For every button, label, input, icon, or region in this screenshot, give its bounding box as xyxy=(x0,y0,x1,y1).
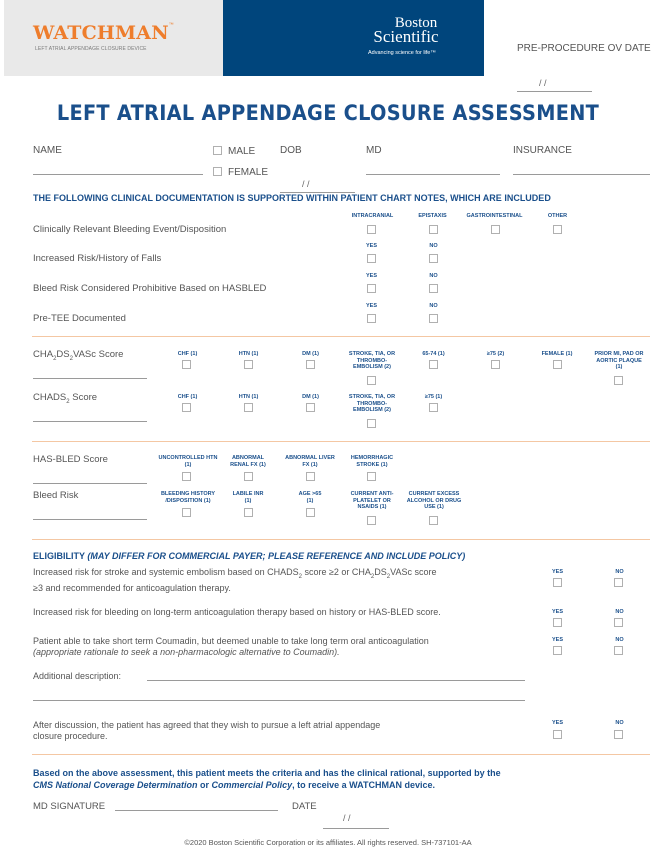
chads-stroke-checkbox[interactable] xyxy=(367,419,376,428)
option-label: DM (1) xyxy=(302,351,319,357)
yes-label: YES xyxy=(551,569,563,575)
pre-tee-no-checkbox[interactable] xyxy=(429,314,438,323)
option-label: DM (1) xyxy=(302,394,319,400)
uncontrolled-htn-checkbox[interactable] xyxy=(182,472,191,481)
bleeding-history-checkbox[interactable] xyxy=(182,508,191,517)
hasbled-no-checkbox[interactable] xyxy=(429,284,438,293)
yes-label: YES xyxy=(365,243,377,249)
hasbled-prohibitive-label: Bleed Risk Considered Prohibitive Based on HASBLED xyxy=(33,283,267,294)
other-checkbox[interactable] xyxy=(553,225,562,234)
chadsvasc-htn-checkbox[interactable] xyxy=(244,360,253,369)
q4-yes-checkbox[interactable] xyxy=(553,730,562,739)
option-label: UNCONTROLLED HTN (1) xyxy=(158,455,218,468)
md-field[interactable] xyxy=(366,174,500,175)
q2-no-checkbox[interactable] xyxy=(614,618,623,627)
hasbled-yes-checkbox[interactable] xyxy=(367,284,376,293)
alcohol-drug-checkbox[interactable] xyxy=(429,516,438,525)
epistaxis-checkbox[interactable] xyxy=(429,225,438,234)
option-label: ABNORMAL LIVER FX (1) xyxy=(285,455,335,468)
no-label: NO xyxy=(615,609,624,615)
preop-date-label: PRE-PROCEDURE OV DATE xyxy=(517,43,651,54)
bleed-risk-field[interactable] xyxy=(33,519,147,520)
chadsvasc-65-74-checkbox[interactable] xyxy=(429,360,438,369)
q1-yes-checkbox[interactable] xyxy=(553,578,562,587)
md-label: MD xyxy=(366,145,382,156)
hasbled-score-field[interactable] xyxy=(33,483,147,484)
q4-no-checkbox[interactable] xyxy=(614,730,623,739)
section-divider xyxy=(32,539,650,540)
boston-scientific-logo: Boston Scientific xyxy=(373,15,439,46)
no-label: NO xyxy=(429,243,438,249)
eligibility-q2: Increased risk for bleeding on long-term anticoagulation therapy based on history or HAS-BLED score. xyxy=(33,607,441,617)
conclusion-statement: Based on the above assessment, this patient meets the criteria and has the clinical rational, supported by the CMS National Coverage Determination or Commercial Policy, to receive a WATCHMAN device. xyxy=(33,768,501,790)
md-signature-field[interactable] xyxy=(115,810,278,811)
md-signature-label: MD SIGNATURE xyxy=(33,801,106,812)
no-label: NO xyxy=(429,303,438,309)
option-label: CURRENT ANTI-PLATELET OR NSAIDS (1) xyxy=(350,491,394,510)
additional-description-field[interactable] xyxy=(147,680,525,681)
abnormal-liver-checkbox[interactable] xyxy=(306,472,315,481)
q2-yes-checkbox[interactable] xyxy=(553,618,562,627)
q3-no-checkbox[interactable] xyxy=(614,646,623,655)
yes-label: YES xyxy=(365,303,377,309)
yes-label: YES xyxy=(551,720,563,726)
dob-field[interactable]: / / xyxy=(280,174,355,193)
watchman-logo: WATCHMAN™ xyxy=(33,22,174,44)
option-label: EPISTAXIS xyxy=(418,213,447,219)
chads-score-field[interactable] xyxy=(33,421,147,422)
age-65-checkbox[interactable] xyxy=(306,508,315,517)
dob-label: DOB xyxy=(280,145,302,156)
additional-description-field-2[interactable] xyxy=(33,700,525,701)
chads-label: $CHADS_2$ Score xyxy=(33,392,98,405)
gastrointestinal-checkbox[interactable] xyxy=(491,225,500,234)
chadsvasc-female-checkbox[interactable] xyxy=(553,360,562,369)
pre-tee-label: Pre-TEE Documented xyxy=(33,313,126,324)
page-title: LEFT ATRIAL APPENDAGE CLOSURE ASSESSMENT xyxy=(56,101,600,125)
option-label: BLEEDING HISTORY /DISPOSITION (1) xyxy=(160,491,216,504)
option-label: PRIOR MI, PAD OR AORTIC PLAQUE (1) xyxy=(594,351,644,370)
signature-date-field[interactable]: / / xyxy=(323,810,389,829)
falls-no-checkbox[interactable] xyxy=(429,254,438,263)
bleed-risk-label: Bleed Risk xyxy=(33,490,79,501)
option-label: ≥75 (2) xyxy=(486,351,505,357)
signature-date-label: DATE xyxy=(292,801,317,812)
chads-dm-checkbox[interactable] xyxy=(306,403,315,412)
chads-chf-checkbox[interactable] xyxy=(182,403,191,412)
no-label: NO xyxy=(429,273,438,279)
option-label: OTHER xyxy=(547,213,568,219)
option-label: 65-74 (1) xyxy=(422,351,445,357)
name-label: NAME xyxy=(33,145,62,156)
no-label: NO xyxy=(615,637,624,643)
yes-label: YES xyxy=(365,273,377,279)
male-label: MALE xyxy=(228,146,256,157)
additional-description-label: Additional description: xyxy=(33,671,122,681)
eligibility-q4: After discussion, the patient has agreed that they wish to pursue a left atrial appendage closure procedure. xyxy=(33,720,381,741)
option-label: STROKE, TIA, OR THROMBO-EMBOLISM (2) xyxy=(348,394,396,413)
falls-yes-checkbox[interactable] xyxy=(367,254,376,263)
no-label: NO xyxy=(615,720,624,726)
option-label: CHF (1) xyxy=(177,351,198,357)
section-divider xyxy=(32,754,650,755)
option-label: HTN (1) xyxy=(238,351,259,357)
chadsvasc-score-field[interactable] xyxy=(33,378,147,379)
insurance-label: INSURANCE xyxy=(513,145,572,156)
option-label: HTN (1) xyxy=(238,394,259,400)
option-label: LABILE INR (1) xyxy=(232,491,264,504)
falls-label: Increased Risk/History of Falls xyxy=(33,253,162,264)
pre-tee-yes-checkbox[interactable] xyxy=(367,314,376,323)
option-label: INTRACRANIAL xyxy=(351,213,394,219)
eligibility-q3: Patient able to take short term Coumadin, but deemed unable to take long term oral anticoagulation (appropriate rationale to seek a non-pharmacologic alternative to Coumadin). xyxy=(33,636,429,657)
chadsvasc-chf-checkbox[interactable] xyxy=(182,360,191,369)
option-label: GASTROINTESTINAL xyxy=(466,213,523,219)
watchman-subtitle: LEFT ATRIAL APPENDAGE CLOSURE DEVICE xyxy=(35,46,147,52)
company-tagline: Advancing science for life™ xyxy=(368,50,436,56)
option-label: CHF (1) xyxy=(177,394,198,400)
intracranial-checkbox[interactable] xyxy=(367,225,376,234)
insurance-field[interactable] xyxy=(513,174,650,175)
hemorrhagic-stroke-checkbox[interactable] xyxy=(367,472,376,481)
male-checkbox[interactable] xyxy=(213,146,222,155)
abnormal-renal-checkbox[interactable] xyxy=(244,472,253,481)
yes-label: YES xyxy=(551,609,563,615)
chadsvasc-75-checkbox[interactable] xyxy=(491,360,500,369)
option-label: ≥75 (1) xyxy=(424,394,443,400)
chadsvasc-stroke-checkbox[interactable] xyxy=(367,376,376,385)
no-label: NO xyxy=(615,569,624,575)
chads-75-checkbox[interactable] xyxy=(429,403,438,412)
bleeding-event-label: Clinically Relevant Bleeding Event/Disposition xyxy=(33,224,227,235)
chadsvasc-prior-mi-checkbox[interactable] xyxy=(614,376,623,385)
section-divider xyxy=(32,336,650,337)
female-checkbox[interactable] xyxy=(213,167,222,176)
option-label: HEMORRHAGIC STROKE (1) xyxy=(350,455,394,468)
option-label: CURRENT EXCESS ALCOHOL OR DRUG USE (1) xyxy=(406,491,462,510)
chadsvasc-label: $CHA_2DS_2VASc$ Score xyxy=(33,349,124,362)
eligibility-heading: ELIGIBILITY (MAY DIFFER FOR COMMERCIAL PAYER; PLEASE REFERENCE AND INCLUDE POLICY) xyxy=(33,551,466,561)
option-label: STROKE, TIA, OR THROMBO-EMBOLISM (2) xyxy=(348,351,396,370)
option-label: AGE >65 (1) xyxy=(298,491,322,504)
eligibility-q1: Increased risk for stroke and systemic embolism based on $CHADS_2$ score ≥2 or $CHA_2DS_2VASc$ score ≥3 and recommended for anticoagulation therapy. xyxy=(33,567,437,593)
antiplatelet-checkbox[interactable] xyxy=(367,516,376,525)
section-divider xyxy=(32,441,650,442)
clinical-heading: THE FOLLOWING CLINICAL DOCUMENTATION IS SUPPORTED WITHIN PATIENT CHART NOTES, WHICH ARE INCLUDED xyxy=(33,193,551,203)
copyright-footer: ©2020 Boston Scientific Corporation or its affiliates. All rights reserved. SH-737101-AA xyxy=(184,838,472,847)
option-label: ABNORMAL RENAL FX (1) xyxy=(230,455,266,468)
name-field[interactable] xyxy=(33,174,203,175)
q1-no-checkbox[interactable] xyxy=(614,578,623,587)
hasbled-score-label: HAS-BLED Score xyxy=(33,454,108,465)
chads-htn-checkbox[interactable] xyxy=(244,403,253,412)
female-label: FEMALE xyxy=(228,167,269,178)
option-label: FEMALE (1) xyxy=(541,351,573,357)
chadsvasc-dm-checkbox[interactable] xyxy=(306,360,315,369)
preop-date-field[interactable]: / / xyxy=(517,73,592,92)
q3-yes-checkbox[interactable] xyxy=(553,646,562,655)
labile-inr-checkbox[interactable] xyxy=(244,508,253,517)
yes-label: YES xyxy=(551,637,563,643)
